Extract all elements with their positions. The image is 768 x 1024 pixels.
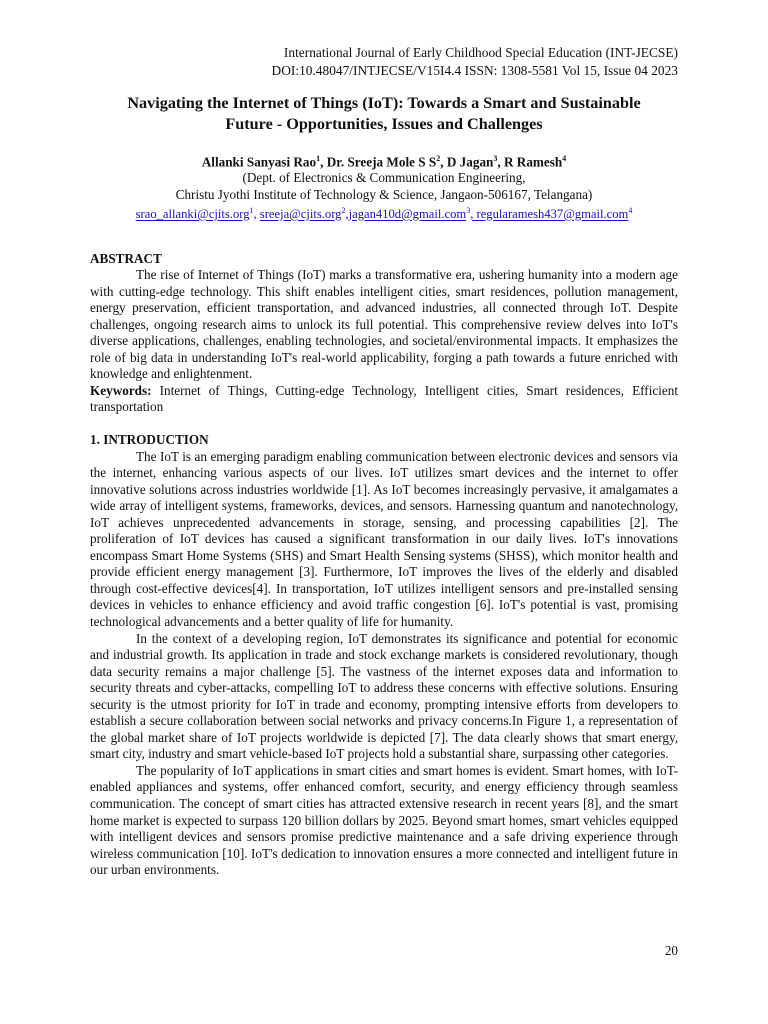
email-sep: , [253,207,260,222]
abstract-heading: ABSTRACT [90,250,162,266]
author-sup: 1 [316,154,321,163]
intro-paragraph: The popularity of IoT applications in smart cities and smart homes is evident. Smart homes, with IoT-enabled appliances and systems, offer enhanced comfort, security, and energy efficiency through seamless communication. The concept of smart cities has attracted extensive research in recent years [8], and the smart home market is expected to surpass 120 billion dollars by 2025. Beyond smart homes, smart vehicles equipped with intelligent devices and sensors promise predictive maintenance and a safe driving experience through wireless communication [10]. IoT's dedication to innovation ensures a more connected and intelligent future in our urban environments. [90,762,678,878]
email-sup: 4 [628,206,633,216]
author-name: D Jagan [446,154,494,170]
author-sup: 2 [436,154,441,163]
email-sep: , [345,207,349,222]
page-number: 20 [664,943,678,958]
email-link[interactable]: sreeja@cjits.org [259,207,342,222]
introduction-heading: 1. INTRODUCTION [90,432,209,447]
author-name: Allanki Sanyasi Rao [201,154,317,170]
abstract-text: The rise of Internet of Things (IoT) marks a transformative era, ushering humanity into a modern age with cutting-edge technology. This shift enables intelligent cities, smart residences, pollution management, energy preservation, efficient transportation, and advanced industries, all connected through IoT. Despite challenges, ongoing research aims to unlock its full potential. This comprehensive review delves into IoT's diverse applications, challenges, enabling technologies, and societal/environmental impacts. It emphasizes the role of big data in understanding IoT's real-world applicability, forging a path towards a future enriched with knowledge and enlightenment. [90,267,678,382]
author-sup: 3 [493,154,498,163]
doi-line: DOI:10.48047/INTJECSE/V15I4.4 ISSN: 1308-5581 Vol 15, Issue 04 2023 [271,63,678,78]
email-link[interactable]: regularamesh437@gmail.com [476,207,629,222]
author-list [90,150,678,170]
email-link[interactable]: jagan410d@gmail.com [348,207,467,222]
journal-header [90,44,678,80]
author-sep: , [440,154,447,170]
author-sep: , [497,154,504,170]
affiliation-line-1: (Dept. of Electronics & Communication Engineering, [242,170,526,186]
author-sep: , [320,154,327,170]
email-sup: 2 [341,206,346,216]
keywords-text: Internet of Things, Cutting-edge Technology, Intelligent cities, Smart residences, Efficient transportation [90,382,678,415]
keywords-label: Keywords: [90,382,152,398]
intro-paragraph: The IoT is an emerging paradigm enabling communication between electronic devices and sensors via the internet, enhancing various aspects of our lives. IoT utilizes smart devices and the internet to offer innovative solutions across industries worldwide [1]. As IoT becomes increasingly pervasive, it amalgamates a wide array of intelligent systems, frameworks, devices, and sensors. Harnessing quantum and nanotechnology, IoT achieves unprecedented advancements in storage, sensing, and processing capabilities [2]. The proliferation of IoT devices has caused a significant transformation in our daily lives. IoT's innovations encompass Smart Home Systems (SHS) and Smart Health Sensing systems (SHSS), which monitor health and provide efficient energy management [3]. Furthermore, IoT improves the lives of the elderly and disabled through cost-effective devices[4]. In transportation, IoT utilizes intelligent sensors and pre-installed sensing devices in vehicles to enhance efficiency and avoid traffic congestion [6]. IoT's potential is vast, promising technological advancements and a better quality of life for humanity. [90,448,678,629]
journal-name: International Journal of Early Childhood Special Education (INT-JECSE) [283,45,678,60]
intro-paragraph: In the context of a developing region, IoT demonstrates its significance and potential for economic and industrial growth. Its application in trade and stock exchange markets is considered revolutionary, though data security remains a major challenge [5]. The vastness of the internet exposes data and information to security threats and cyber-attacks, compelling IoT to address these concerns with effective solutions. Ensuring security is the utmost priority for IoT in trade and economy, prompting intensive efforts from developers to establish a secure collaboration between social networks and privacy concerns.In Figure 1, a representation of the global market share of IoT projects worldwide is depicted [7]. The data clearly shows that smart energy, smart city, industry and smart vehicle-based IoT projects hold a substantial share, surpassing other categories. [90,630,678,762]
paper-page [90,44,678,879]
affiliation-line-2: Christu Jyothi Institute of Technology & Science, Jangaon-506167, Telangana) [175,186,593,202]
title-line-1: Navigating the Internet of Things (IoT): Towards a Smart and Sustainable [127,94,641,112]
title-line-2: Future - Opportunities, Issues and Challenges [225,115,543,133]
author-sup: 4 [562,154,567,163]
email-link[interactable]: srao_allanki@cjits.org [135,207,250,222]
author-name: Dr. Sreeja Mole S S [326,154,437,170]
paper-title [90,93,678,135]
email-list [90,203,678,222]
author-name: R Ramesh [503,154,563,170]
email-sep: , [470,207,477,222]
email-sup: 1 [249,206,254,216]
affiliation [90,170,678,203]
email-sup: 3 [466,206,471,216]
keywords [90,383,678,416]
